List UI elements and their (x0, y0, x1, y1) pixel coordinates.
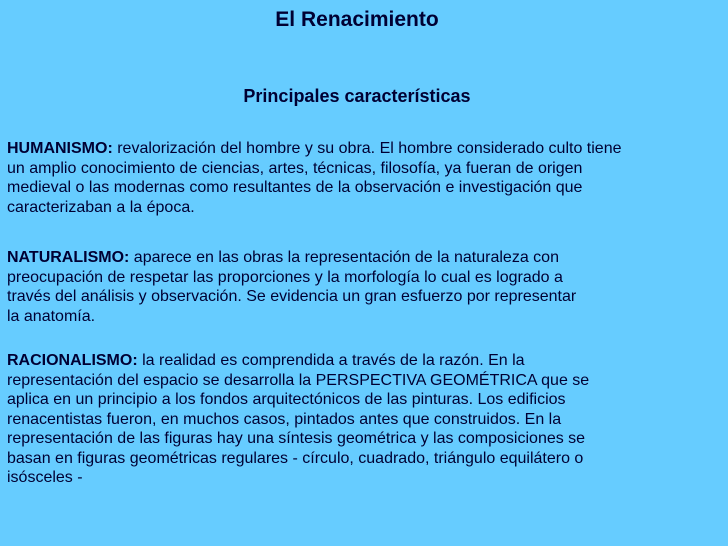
paragraph-line: medieval o las modernas como resultantes de la observación e investigación que (7, 179, 583, 196)
paragraph-line: representación del espacio se desarrolla la PERSPECTIVA GEOMÉTRICA que se (7, 371, 590, 389)
paragraph-line: basan en figuras geométricas regulares - círculo, cuadrado, triángulo equilátero o (7, 449, 584, 467)
line-text: aparece en las obras la representación de la naturaleza con (129, 249, 559, 266)
paragraph-line: aplica en un principio a los fondos arquitectónicos de las pinturas. Los edificios (7, 391, 566, 408)
line-text: revalorización del hombre y su obra. El hombre considerado culto tiene (112, 140, 622, 157)
paragraph-line: través del análisis y observación. Se evidencia un gran esfuerzo por representar (7, 288, 577, 305)
racionalismo-term: RACIONALISMO: (7, 352, 138, 369)
paragraph-line: isósceles - (7, 469, 83, 486)
slide-title: El Renacimiento (275, 8, 439, 31)
paragraph-line (7, 248, 717, 268)
naturalismo-paragraph (7, 248, 717, 326)
paragraph-line (7, 351, 717, 371)
line-text: la realidad es comprendida a través de la razón. En la (137, 352, 525, 369)
paragraph-line: renacentistas fueron, en muchos casos, pintados antes que construidos. En la (7, 410, 562, 428)
paragraph-line (7, 139, 717, 159)
racionalismo-paragraph (7, 351, 717, 488)
paragraph-line: la anatomía. (7, 307, 96, 325)
paragraph-line: preocupación de respetar las proporciones y la morfología lo cual es logrado a (7, 268, 563, 286)
naturalismo-term: NATURALISMO: (7, 249, 130, 266)
slide-subtitle: Principales características (243, 86, 471, 106)
humanismo-paragraph (7, 139, 717, 217)
humanismo-term: HUMANISMO: (7, 140, 113, 157)
paragraph-line: caracterizaban a la época. (7, 198, 195, 216)
paragraph-line: un amplio conocimiento de ciencias, artes, técnicas, filosofía, ya fueran de origen (7, 159, 583, 177)
paragraph-line: representación de las figuras hay una síntesis geométrica y las composiciones se (7, 430, 586, 447)
